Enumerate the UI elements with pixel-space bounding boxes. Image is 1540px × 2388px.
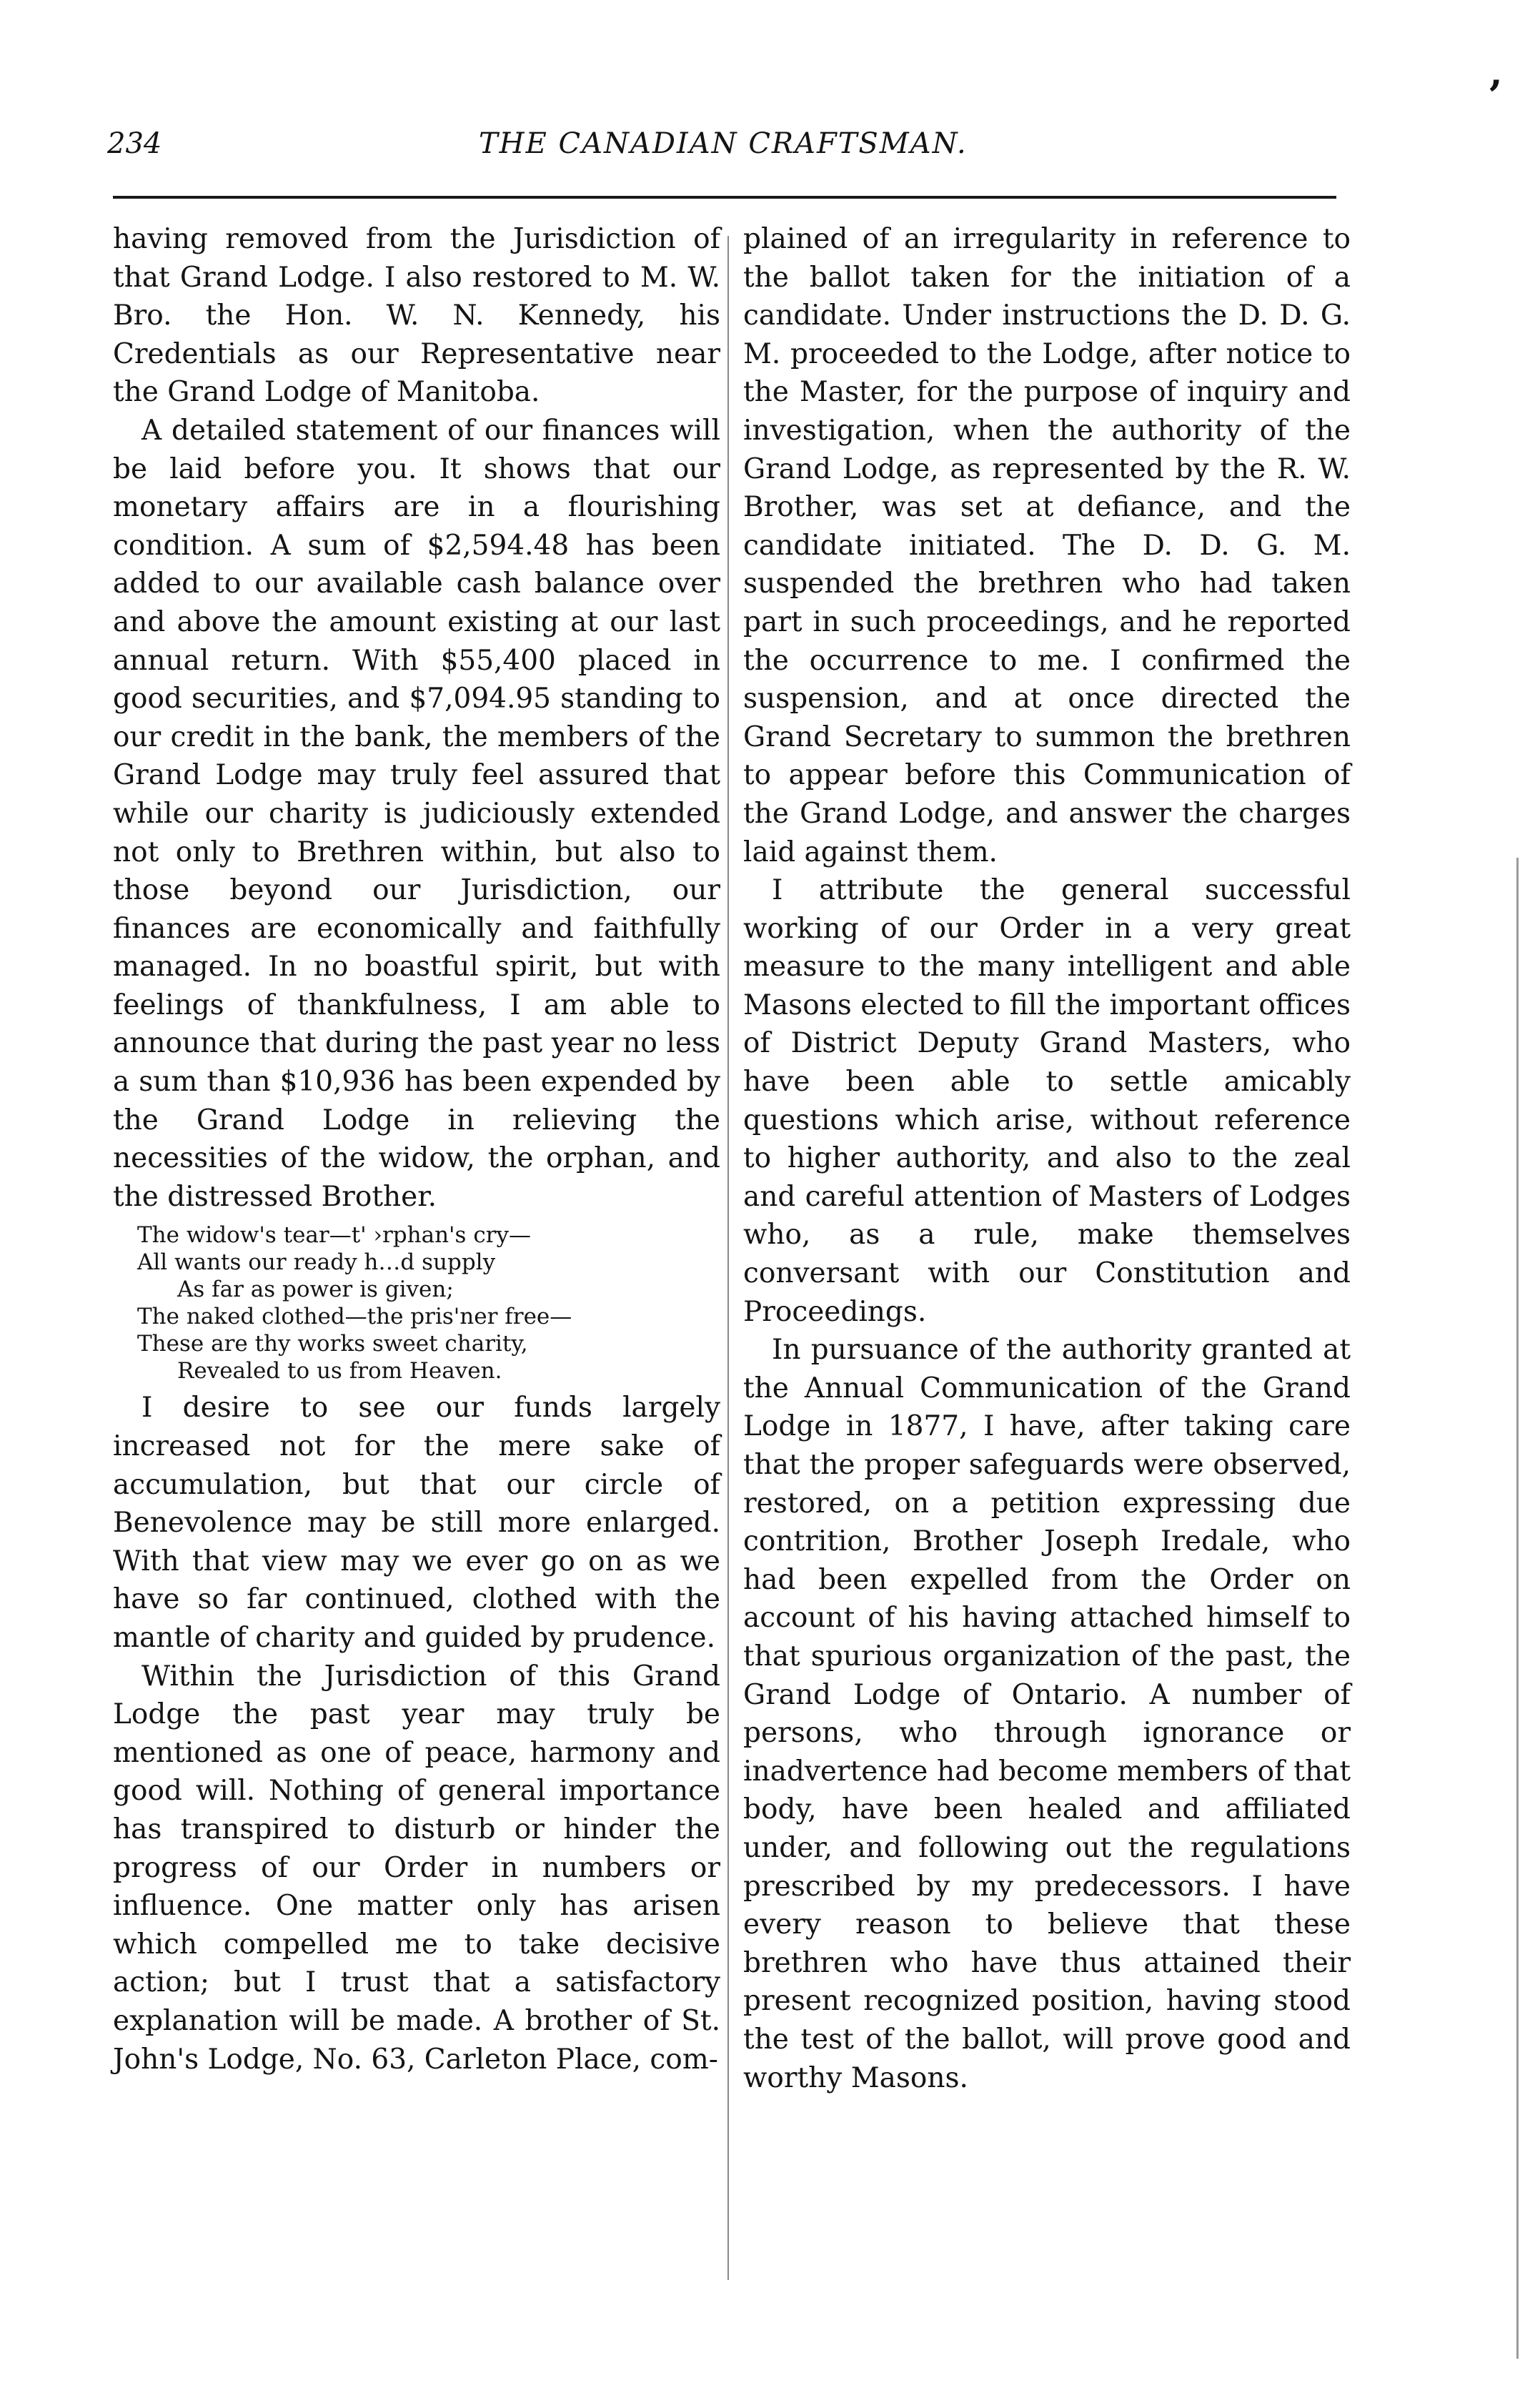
running-head: THE CANADIAN CRAFTSMAN. (479, 127, 968, 160)
poem-line-2: All wants our ready h…d supply (137, 1249, 496, 1276)
left-paragraph-1: having removed from the Jurisdiction of that Grand Lodge. I also restored to M. W. Bro. the Hon. W. N. Kennedy, his Credentials as our Representative near the Grand Lodge of Manitoba. (113, 223, 720, 409)
poem-line-3: As far as power is given; (177, 1277, 454, 1303)
right-paragraph-1: plained of an irregularity in reference to the ballot taken for the initiation of a candidate. Under instructions the D. D. G. M. proceeded to the Lodge, after notice to the Master, for the purpose of inquiry and investigation, when the authority of the Grand Lodge, as represented by the R. W. Brother, was set at defiance, and the candidate initiated. The D. D. G. M. suspended the brethren who had taken part in such proceedings, and he reported the occurrence to me. I confirmed the suspension, and at once directed the Grand Secretary to summon the brethren to appear before this Communication of the Grand Lodge, and answer the charges laid against them. (743, 223, 1351, 868)
page-header (107, 127, 1336, 170)
poem-line-4: The naked clothed—the pris'ner free— (137, 1304, 572, 1330)
right-paragraph-2: I attribute the general successful working of our Order in a very great measure to the many intelligent and able Masons elected to fill the important offices of District Deputy Grand Masters, who have been able to settle amicably questions which arise, without reference to higher authority, and also to the zeal and careful attention of Masters of Lodges who, as a rule, make themselves conversant with our Constitution and Proceedings. (743, 874, 1351, 1328)
left-paragraph-4: Within the Jurisdiction of this Grand Lodge the past year may truly be mentioned as one of peace, harmony and good will. Nothing of general importance has transpired to disturb or hinder the progress of our Order in numbers or influence. One matter only has arisen which compelled me to take decisive action; but I trust that a satisfactory explanation will be made. A brother of St. John's Lodge, No. 63, Carleton Place, com- (113, 1660, 720, 2076)
poem-line-5: These are thy works sweet charity, (137, 1331, 528, 1357)
left-paragraph-3: I desire to see our funds largely increased not for the mere sake of accumulation, but that our circle of Benevolence may be still more enlarged. With that view may we ever go on as we have so far continued, clothed with the mantle of charity and guided by prudence. (113, 1392, 720, 1654)
poem-line-6: Revealed to us from Heaven. (177, 1358, 502, 1384)
page-number: 234 (107, 127, 162, 160)
page-edge-line (1516, 858, 1519, 2359)
corner-mark: ’ (1488, 71, 1503, 120)
right-column (743, 220, 1351, 2097)
left-paragraph-2: A detailed statement of our finances will be laid before you. It shows that our monetary affairs are in a flourishing condition. A sum of $2,594.48 has been added to our available cash balance over and above the amount existing at our last annual return. With $55,400 placed in good securities, and $7,094.95 standing to our credit in the bank, the members of the Grand Lodge may truly feel assured that while our charity is judiciously extended not only to Brethren within, but also to those beyond our Jurisdiction, our finances are economically and faithfully managed. In no boastful spirit, but with feelings of thankfulness, I am able to announce that during the past year no less a sum than $10,936 has been expended by the Grand Lodge in relieving the necessities of the widow, the orphan, and the distressed Brother. (113, 414, 720, 1213)
header-rule (113, 196, 1336, 199)
poem-verse (137, 1222, 720, 1384)
column-divider (727, 236, 729, 2280)
left-column (113, 220, 720, 2079)
right-paragraph-3: In pursuance of the authority granted at the Annual Communication of the Grand Lodge in 1877, I have, after taking care that the proper safeguards were observed, restored, on a petition expressing due contrition, Brother Joseph Iredale, who had been expelled from the Order on account of his having attached himself to that spurious organization of the past, the Grand Lodge of Ontario. A number of persons, who through ignorance or inadvertence had become members of that body, have been healed and affiliated under, and following out the regulations prescribed by my predecessors. I have every reason to believe that these brethren who have thus attained their present recognized position, having stood the test of the ballot, will prove good and worthy Masons. (743, 1334, 1351, 2094)
poem-line-1: The widow's tear—t' ›rphan's cry— (137, 1222, 532, 1249)
